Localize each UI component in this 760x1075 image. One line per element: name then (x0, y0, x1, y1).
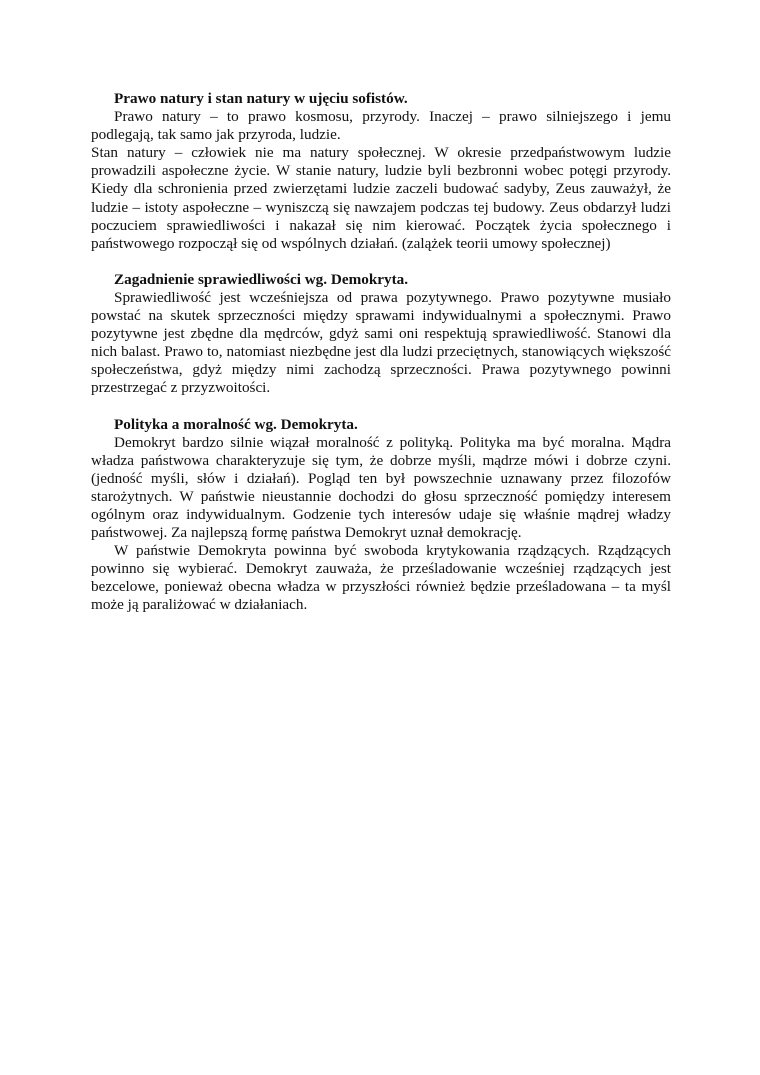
section-justice-democritus (91, 271, 671, 398)
section-politics-morality (91, 416, 671, 615)
section-heading: Zagadnienie sprawiedliwości wg. Demokryta. (114, 270, 409, 288)
paragraph: Stan natury – człowiek nie ma natury społecznej. W okresie przedpaństwowym ludzie prowadzili aspołeczne życie. W stanie natury, ludzie byli bezbronni wobec potęgi przyrody. Kiedy dla schronienia przed zwierzętami ludzie zaczeli budować sadyby, Zeus zauważył, że ludzie – istoty aspołeczne – wyniszczą się nawzajem podczas tej budowy. Zeus obdarzył ludzi poczuciem sprawiedliwości i nakazał się nim kierować. Początek życia społecznego i państwowego rozpoczął się od wspólnych działań. (zalążek teorii umowy społecznej) (91, 144, 671, 252)
paragraph: W państwie Demokryta powinna być swoboda krytykowania rządzących. Rządzących powinno się wybierać. Demokryt zauważa, że prześladowanie wcześniej rządzących jest bezcelowe, ponieważ obecna władza w przyszłości również będzie prześladowana – ta myśl może ją paraliżować w działaniach. (91, 542, 671, 614)
section-sophists (91, 90, 671, 253)
paragraph: Demokryt bardzo silnie wiązał moralność z polityką. Polityka ma być moralna. Mądra władza państwowa charakteryzuje się tym, że dobrze myśli, mądrze mówi i dobrze czyni. (jedność myśli, słów i działań). Pogląd ten był powszechnie uznawany przez filozofów starożytnych. W państwie nieustannie dochodzi do głosu sprzeczność pomiędzy interesem ogólnym oraz indywidualnym. Godzenie tych interesów udaje się właśnie mądrej władzy państwowej. Za najlepszą formę państwa Demokryt uznał demokrację. (91, 433, 671, 542)
section-heading: Polityka a moralność wg. Demokryta. (114, 415, 358, 433)
section-heading: Prawo natury i stan natury w ujęciu sofistów. (114, 90, 408, 107)
paragraph: Sprawiedliwość jest wcześniejsza od prawa pozytywnego. Prawo pozytywne musiało powstać na skutek sprzeczności między sprawami indywidualnymi a społecznymi. Prawo pozytywne jest zbędne dla mędrców, gdyż sami oni respektują sprawiedliwość. Stanowi dla nich balast. Prawo to, natomiast niezbędne jest dla ludzi przeciętnych, stanowiących większość społeczeństwa, gdyż między nimi zachodzą sprzeczności. Prawa pozytywnego powinni przestrzegać z przyzwoitości. (91, 288, 671, 397)
paragraph: Prawo natury – to prawo kosmosu, przyrody. Inaczej – prawo silniejszego i jemu podlegają, tak samo jak przyroda, ludzie. (91, 108, 671, 144)
document-page (91, 90, 671, 615)
